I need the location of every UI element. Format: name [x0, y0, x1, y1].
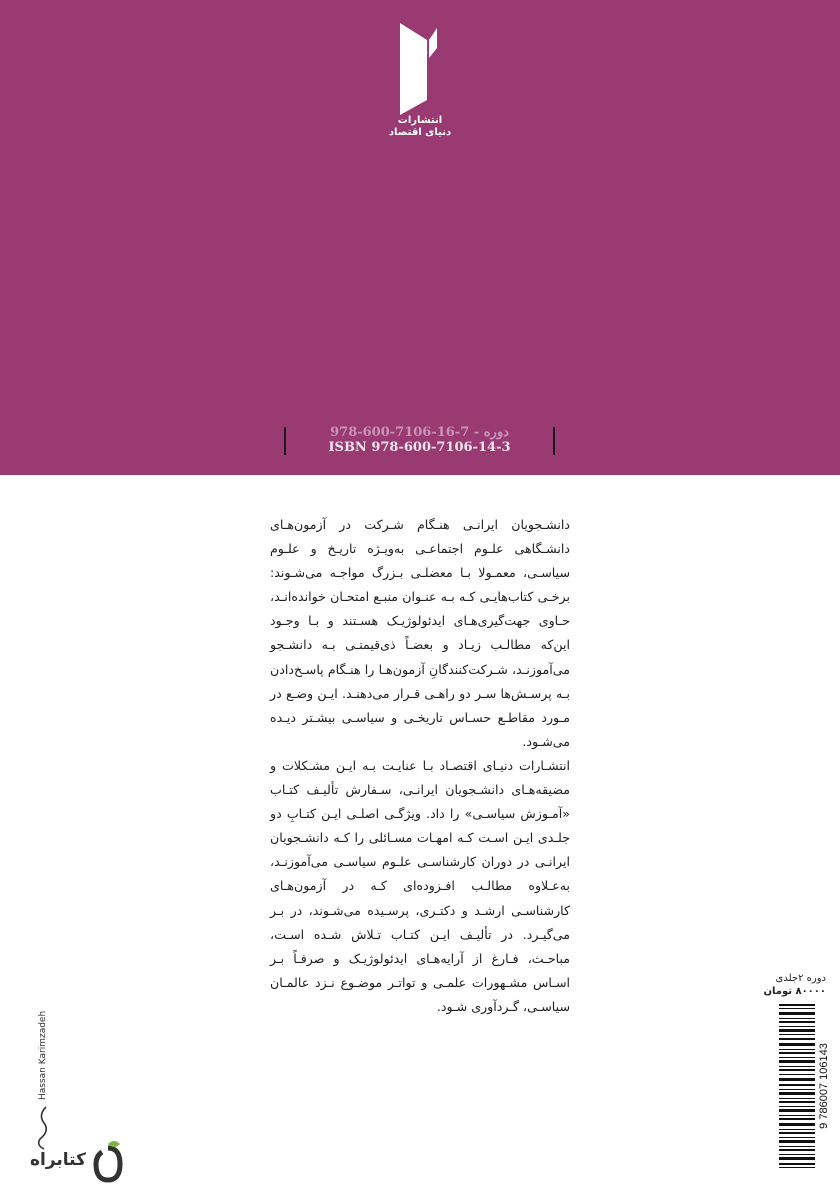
barcode-icon	[775, 1000, 833, 1172]
blurb-paragraph: انتشـارات دنیـای اقتصـاد بـا عنایـت بـه ایـن مشـکلات و مضیقه‌هـای دانشـجویان ایرانـی، سـفارش تألیـف کتـاب «آمـوزش سیاسـی» را داد. ویژگـی اصلـی ایـن کتـابِ دو جلـدی ایـن اسـت کـه امهـات مسـائلی را کـه دانشـجویان ایرانـی در دوران کارشناسـی علـوم سیاسـی می‌آموزنـد، به‌عـلاوه مطالـب افـزوده‌ای کـه در آزمون‌هـای کارشناسـی ارشـد و دکتـری، پرسـیده می‌شـوند، در بـر می‌گیـرد. در تألیـف ایـن کتـاب تـلاش شـده اسـت، مباحـث، فـارغ از آرایه‌هـای ایدئولوژیـک و صرفـاً بـر اسـاس مشـهورات علمـی و تواتـر موضـوع نـزد عالمـان سیاسـی، گـردآوری شـود.	[270, 757, 570, 1014]
isbn-set-number: 978-600-7106-16-7 - دوره	[330, 425, 509, 440]
publisher-name-line2: دنیای اقتصاد	[388, 127, 452, 138]
price-amount: ۸۰۰۰۰ تومان	[763, 986, 826, 997]
ketabrah-logo-icon	[90, 1140, 126, 1186]
isbn-volume-number: ISBN 978-600-7106-14-3	[328, 440, 511, 455]
store-name: کتابراه	[29, 1150, 86, 1170]
back-cover-blurb	[270, 513, 570, 1019]
publisher-logo	[385, 18, 455, 143]
barcode-digits: 9 786007 106143	[818, 1043, 830, 1129]
price-set-label: دوره ۲جلدی	[775, 973, 826, 984]
barcode	[775, 1000, 833, 1172]
cover-designer-credit: Hassan Karimzadeh	[38, 1010, 48, 1100]
price-block	[752, 972, 826, 998]
publisher-name-line1: انتشارات	[397, 115, 443, 126]
isbn-block	[284, 427, 555, 457]
open-book-icon	[385, 18, 455, 118]
blurb-paragraph: دانشـجویان ایرانـی هنـگام شـرکت در آزمون‌هـای دانشـگاهی علـوم اجتماعـی به‌ویـژه تاریـخ و علـوم سیاسـی، معمـولا بـا معضلـی بـزرگ مواجـه می‌شـوند: برخـی کتاب‌هایـی کـه بـه عنـوان منبـع امتحـان خوانده‌انـد، حـاوی جهت‌گیری‌هـای ایدئولوژیـک هسـتند و بـا وجـود این‌که مطالـب زیـاد و بعضـاً ذی‌قیمتـی بـه دانشـجو می‌آموزنـد، شـرکت‌کنندگانِ آزمون‌هـا را هنـگام پاسـخ‌دادن بـه پرسـش‌ها سـر دو راهـی قـرار می‌دهنـد. ایـن وضـع در مـورد مقاطـع حسـاس تاریخـی و سیاسـی بیشـتر دیـده می‌شـود.	[270, 517, 570, 749]
store-watermark	[14, 1140, 126, 1186]
